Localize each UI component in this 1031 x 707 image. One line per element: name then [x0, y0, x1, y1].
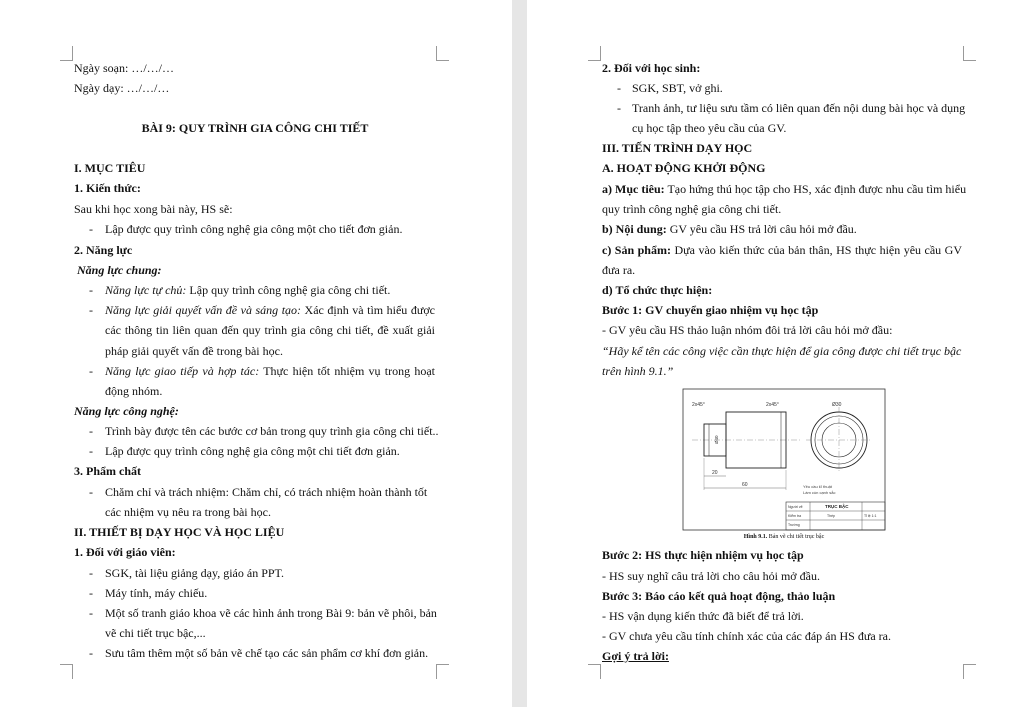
step-heading: Bước 3: Báo cáo kết quả hoạt động, thảo luận	[602, 589, 836, 603]
paragraph: Sau khi học xong bài này, HS sẽ:	[74, 202, 233, 216]
bullet-dash: -	[89, 646, 93, 660]
list-item	[105, 363, 435, 379]
chamfer-label: 2x45°	[692, 402, 705, 408]
tech-notes: Làm cùn cạnh sắc	[803, 490, 836, 495]
diameter-label: Ø40	[714, 435, 719, 444]
paragraph-cont: quy trình công nghệ gia công chi tiết.	[602, 202, 782, 216]
list-item: Trình bày được tên các bước cơ bản trong quy trình gia công chi tiết..	[105, 424, 439, 438]
list-item: Một số tranh giáo khoa vẽ các hình ảnh trong Bài 9: bản vẽ phôi, bản	[105, 606, 437, 620]
list-item	[105, 302, 435, 318]
crop-mark	[60, 664, 73, 679]
bullet-dash: -	[89, 222, 93, 236]
section-heading: II. THIẾT BỊ DẠY HỌC VÀ HỌC LIỆU	[74, 525, 285, 539]
list-item-cont: các thông tin liên quan đến quy trình gia công chi tiết, đề xuất giải	[105, 323, 435, 337]
tech-notes: Yêu cầu kĩ thuật	[803, 484, 832, 489]
date-taught: Ngày dạy: …/…/…	[74, 81, 170, 95]
title-block-cell: Kiểm tra	[788, 514, 802, 518]
para-text: Dựa vào kiến thức của bản thân, HS thực hiện yêu cầu GV	[670, 243, 963, 257]
list-item: Máy tính, máy chiếu.	[105, 586, 208, 600]
quote: “Hãy kể tên các công việc cần thực hiện để gia công được chi tiết trục bậc	[602, 344, 962, 358]
bullet-dash: -	[617, 81, 621, 95]
paragraph-label: d) Tổ chức thực hiện:	[602, 283, 713, 297]
caption-label: Hình 9.1.	[743, 534, 768, 540]
item-label: Năng lực giải quyết vấn đề và sáng tạo:	[105, 303, 302, 317]
list-item: Sưu tâm thêm một số bản vẽ chế tạo các sản phẩm cơ khí đơn giản.	[105, 646, 429, 660]
list-item: SGK, tài liệu giảng dạy, giáo án PPT.	[105, 566, 284, 580]
list-item: Lập được quy trình công nghệ gia công một chi tiết đơn giản.	[105, 444, 400, 458]
section-heading: I. MỤC TIÊU	[74, 161, 146, 175]
list-item	[105, 282, 390, 298]
crop-mark	[963, 46, 976, 61]
subsection-heading: 1. Kiến thức:	[74, 181, 141, 195]
list-item: Lập được quy trình công nghệ gia công một cho tiết đơn giản.	[105, 222, 403, 236]
title-block-scale: Tỉ lệ 1:1	[864, 514, 877, 518]
diameter-label: Ø30	[832, 402, 842, 408]
document-page-left	[0, 0, 512, 707]
paragraph: - HS suy nghĩ câu trả lời cho câu hỏi mở đầu.	[602, 569, 820, 583]
list-item: Chăm chỉ và trách nhiệm: Chăm chỉ, có trách nhiệm hoàn thành tốt	[105, 485, 428, 499]
bullet-dash: -	[89, 485, 93, 499]
figure-caption	[682, 532, 886, 542]
item-text: Lập quy trình công nghệ gia công chi tiết.	[186, 283, 391, 297]
para-label: b) Nội dung:	[602, 222, 667, 236]
crop-mark	[963, 664, 976, 679]
list-item-cont: cụ học tập theo yêu cầu của GV.	[632, 121, 787, 135]
item-label: Năng lực tự chủ:	[105, 283, 187, 297]
item-text: Thực hiện tốt nhiệm vụ trong hoạt	[259, 364, 435, 378]
subheading: Năng lực công nghệ:	[74, 404, 179, 418]
caption-text: Bản vẽ chi tiết trục bậc	[767, 534, 825, 540]
step-heading: Bước 2: HS thực hiện nhiệm vụ học tập	[602, 548, 804, 562]
lesson-title: BÀI 9: QUY TRÌNH GIA CÔNG CHI TIẾT	[141, 121, 369, 135]
subsection-heading: 1. Đối với giáo viên:	[74, 545, 176, 559]
bullet-dash: -	[89, 303, 93, 317]
bullet-dash: -	[89, 444, 93, 458]
section-heading: III. TIẾN TRÌNH DẠY HỌC	[602, 141, 753, 155]
step-heading: Bước 1: GV chuyển giao nhiệm vụ học tập	[602, 303, 819, 317]
list-item: Tranh ảnh, tư liệu sưu tầm có liên quan đến nội dung bài học và dụng	[632, 101, 966, 115]
paragraph	[602, 242, 962, 258]
list-item-cont: các nhiệm vụ nêu ra trong bài học.	[105, 505, 271, 519]
paragraph	[602, 181, 966, 197]
title-block-name: TRỤC BẬC	[825, 504, 849, 509]
title-block-material: Thép	[827, 514, 835, 518]
dim-label: 20	[712, 470, 718, 476]
subsection-heading: 3. Phẩm chất	[74, 464, 141, 478]
subsection-heading: 2. Năng lực	[74, 243, 133, 257]
subheading: Năng lực chung:	[77, 263, 162, 277]
bullet-dash: -	[89, 566, 93, 580]
paragraph: - HS vận dụng kiến thức đã biết để trả lời.	[602, 609, 804, 623]
list-item-cont: động nhóm.	[105, 384, 163, 398]
crop-mark	[436, 46, 449, 61]
quote-cont: trên hình 9.1.”	[602, 364, 674, 378]
bullet-dash: -	[89, 606, 93, 620]
paragraph-cont: đưa ra.	[602, 263, 636, 277]
bullet-dash: -	[89, 586, 93, 600]
para-label: c) Sản phẩm:	[602, 243, 671, 257]
para-label: a) Mục tiêu:	[602, 182, 665, 196]
section-heading: A. HOẠT ĐỘNG KHỞI ĐỘNG	[602, 161, 766, 175]
dim-label: 60	[742, 482, 748, 488]
title-block-cell: Người vẽ	[788, 505, 803, 509]
item-text: Xác định và tìm hiểu được	[301, 303, 435, 317]
para-text: Tạo hứng thú học tập cho HS, xác định được nhu cầu tìm hiểu	[664, 182, 967, 196]
bullet-dash: -	[617, 101, 621, 115]
para-text: GV yêu cầu HS trả lời câu hỏi mở đầu.	[666, 222, 857, 236]
document-page-right	[527, 0, 1031, 707]
bullet-dash: -	[89, 283, 93, 297]
item-label: Năng lực giao tiếp và hợp tác:	[105, 364, 260, 378]
bullet-dash: -	[89, 424, 93, 438]
hint-heading: Gợi ý trả lời:	[602, 649, 669, 663]
bullet-dash: -	[89, 364, 93, 378]
list-item-cont: pháp giải quyết vấn đề trong bài học.	[105, 344, 283, 358]
crop-mark	[436, 664, 449, 679]
paragraph: - GV yêu cầu HS thảo luận nhóm đôi trả lời câu hỏi mở đầu:	[602, 323, 893, 337]
list-item: SGK, SBT, vở ghi.	[632, 81, 723, 95]
crop-mark	[588, 46, 601, 61]
crop-mark	[588, 664, 601, 679]
date-prepared: Ngày soạn: …/…/…	[74, 61, 174, 75]
paragraph: - GV chưa yêu cầu tính chính xác của các đáp án HS đưa ra.	[602, 629, 892, 643]
list-item-cont: vẽ chi tiết trục bậc,...	[105, 626, 206, 640]
chamfer-label: 2x45°	[766, 402, 779, 408]
subsection-heading: 2. Đối với học sinh:	[602, 61, 701, 75]
crop-mark	[60, 46, 73, 61]
title-block-cell: Trường	[788, 523, 800, 527]
paragraph	[602, 221, 857, 237]
technical-drawing-figure	[682, 388, 886, 531]
